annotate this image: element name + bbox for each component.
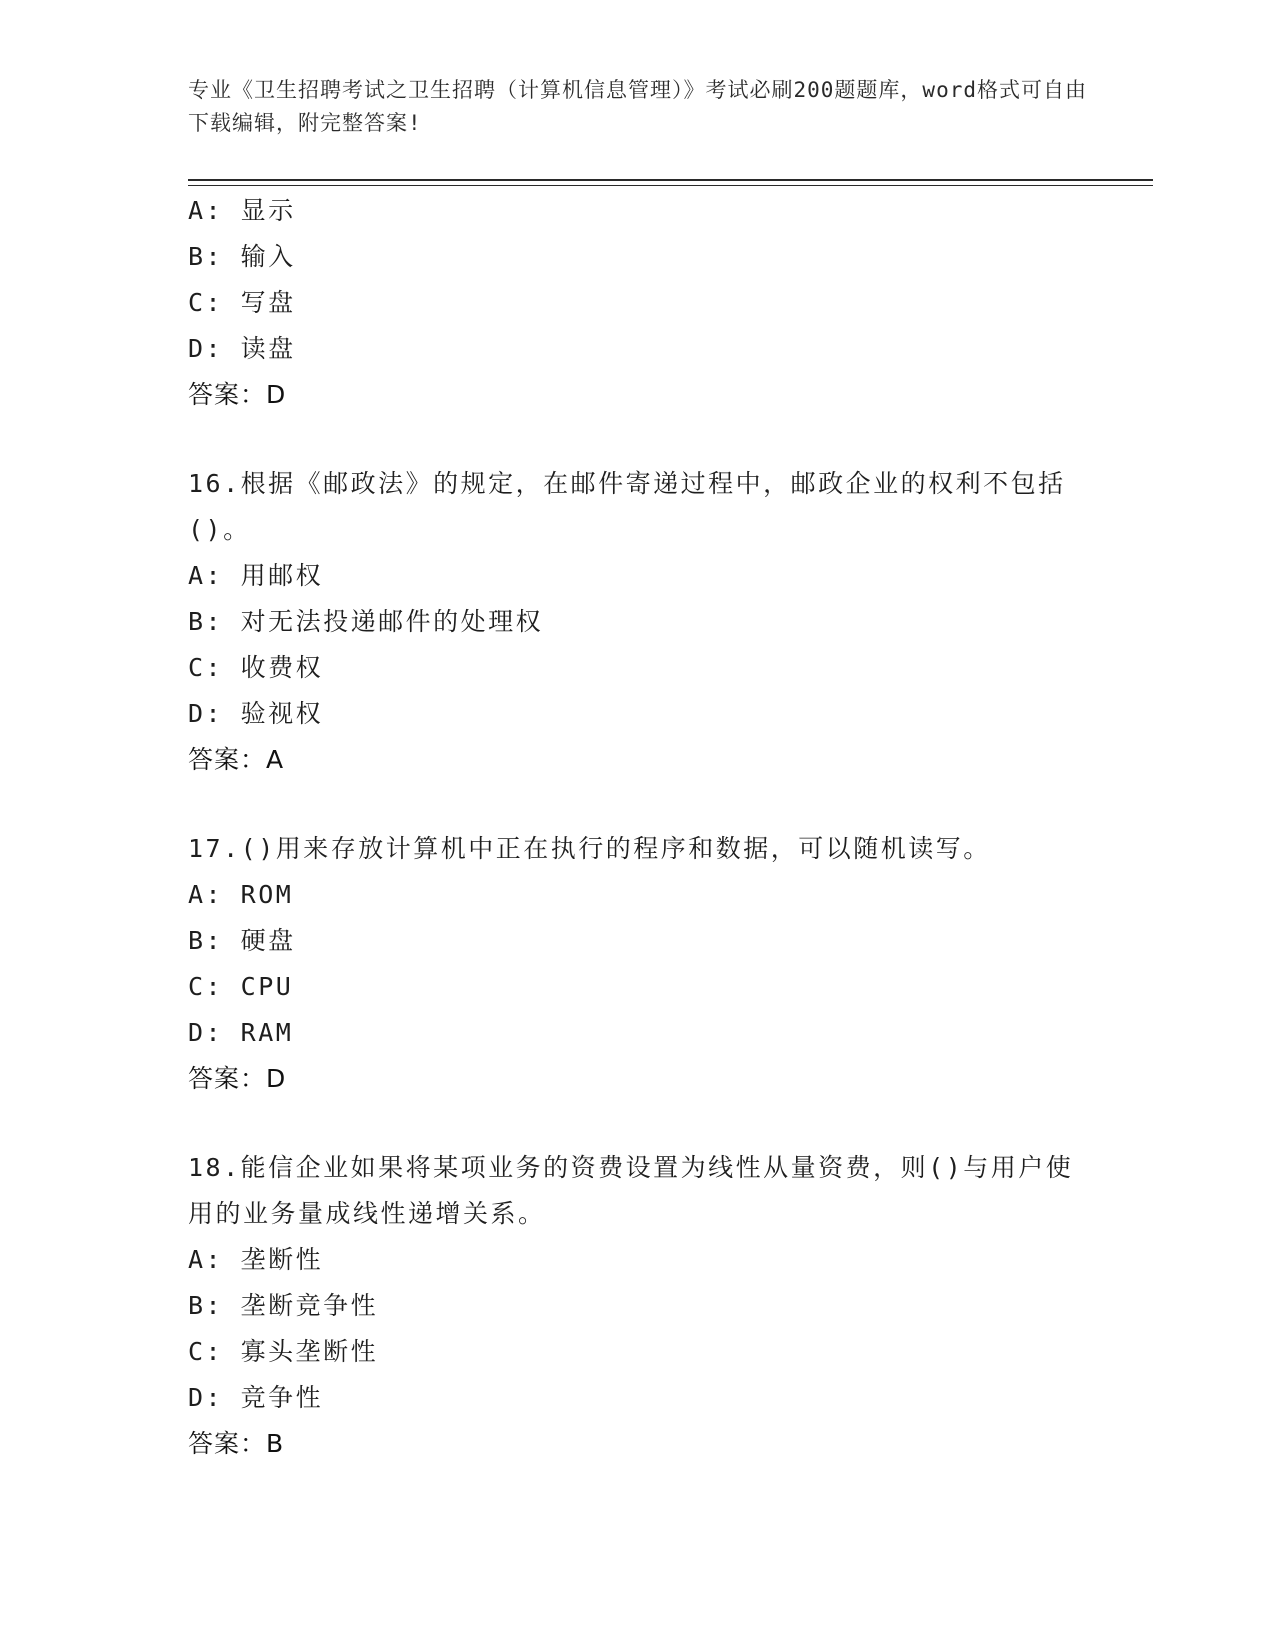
spacer — [188, 783, 1088, 826]
option-letter: D: — [188, 1383, 224, 1412]
option-text: 垄断竞争性 — [240, 1291, 379, 1320]
answer-line: 答案：A — [188, 745, 285, 774]
spacer — [188, 418, 1088, 461]
option-text: 寡头垄断性 — [240, 1337, 379, 1366]
option-letter: C: — [188, 288, 224, 317]
question-18 — [188, 1145, 1088, 1467]
option-letter: D: — [188, 1018, 224, 1047]
option-c — [188, 280, 1088, 326]
option-b — [188, 234, 1088, 280]
option-letter: B: — [188, 1291, 224, 1320]
spacer — [188, 1102, 1088, 1145]
option-text: CPU — [240, 972, 294, 1001]
option-letter: C: — [188, 1337, 224, 1366]
option-c — [188, 1329, 1088, 1375]
answer-line: 答案：D — [188, 380, 287, 409]
option-letter: B: — [188, 926, 224, 955]
option-b — [188, 918, 1088, 964]
option-letter: A: — [188, 1245, 224, 1274]
option-a — [188, 553, 1088, 599]
option-d — [188, 691, 1088, 737]
option-a — [188, 1237, 1088, 1283]
option-letter: D: — [188, 699, 224, 728]
option-text: 垄断性 — [240, 1245, 324, 1274]
option-a — [188, 188, 1088, 234]
partial-question — [188, 188, 1088, 418]
option-text: 竞争性 — [240, 1383, 324, 1412]
option-letter: A: — [188, 561, 224, 590]
option-c — [188, 964, 1088, 1010]
question-17 — [188, 826, 1088, 1102]
option-text: 收费权 — [240, 653, 324, 682]
option-text: 读盘 — [240, 334, 296, 363]
option-b — [188, 599, 1088, 645]
option-text: 对无法投递邮件的处理权 — [240, 607, 544, 636]
answer-line: 答案：D — [188, 1064, 287, 1093]
question-stem: 18.能信企业如果将某项业务的资费设置为线性从量资费，则()与用户使用的业务量成线性递增关系。 — [188, 1153, 1074, 1228]
option-a — [188, 872, 1088, 918]
header-divider — [188, 179, 1153, 186]
option-c — [188, 645, 1088, 691]
option-letter: B: — [188, 242, 224, 271]
option-text: ROM — [240, 880, 294, 909]
option-text: 输入 — [240, 242, 296, 271]
option-letter: A: — [188, 880, 224, 909]
question-content — [188, 188, 1088, 1467]
option-d — [188, 1375, 1088, 1421]
question-stem: 17.()用来存放计算机中正在执行的程序和数据，可以随机读写。 — [188, 834, 991, 863]
option-text: 验视权 — [240, 699, 324, 728]
question-stem: 16.根据《邮政法》的规定，在邮件寄递过程中，邮政企业的权利不包括()。 — [188, 469, 1066, 544]
option-letter: B: — [188, 607, 224, 636]
option-text: 写盘 — [240, 288, 296, 317]
option-text: 显示 — [240, 196, 296, 225]
option-b — [188, 1283, 1088, 1329]
document-header: 专业《卫生招聘考试之卫生招聘（计算机信息管理）》考试必刷200题题库，word格式可自由下载编辑，附完整答案! — [188, 78, 1087, 135]
option-letter: A: — [188, 196, 224, 225]
option-text: RAM — [240, 1018, 294, 1047]
option-letter: D: — [188, 334, 224, 363]
option-letter: C: — [188, 972, 224, 1001]
option-text: 用邮权 — [240, 561, 324, 590]
option-d — [188, 1010, 1088, 1056]
option-d — [188, 326, 1088, 372]
answer-line: 答案：B — [188, 1429, 285, 1458]
option-text: 硬盘 — [240, 926, 296, 955]
question-16 — [188, 461, 1088, 783]
option-letter: C: — [188, 653, 224, 682]
